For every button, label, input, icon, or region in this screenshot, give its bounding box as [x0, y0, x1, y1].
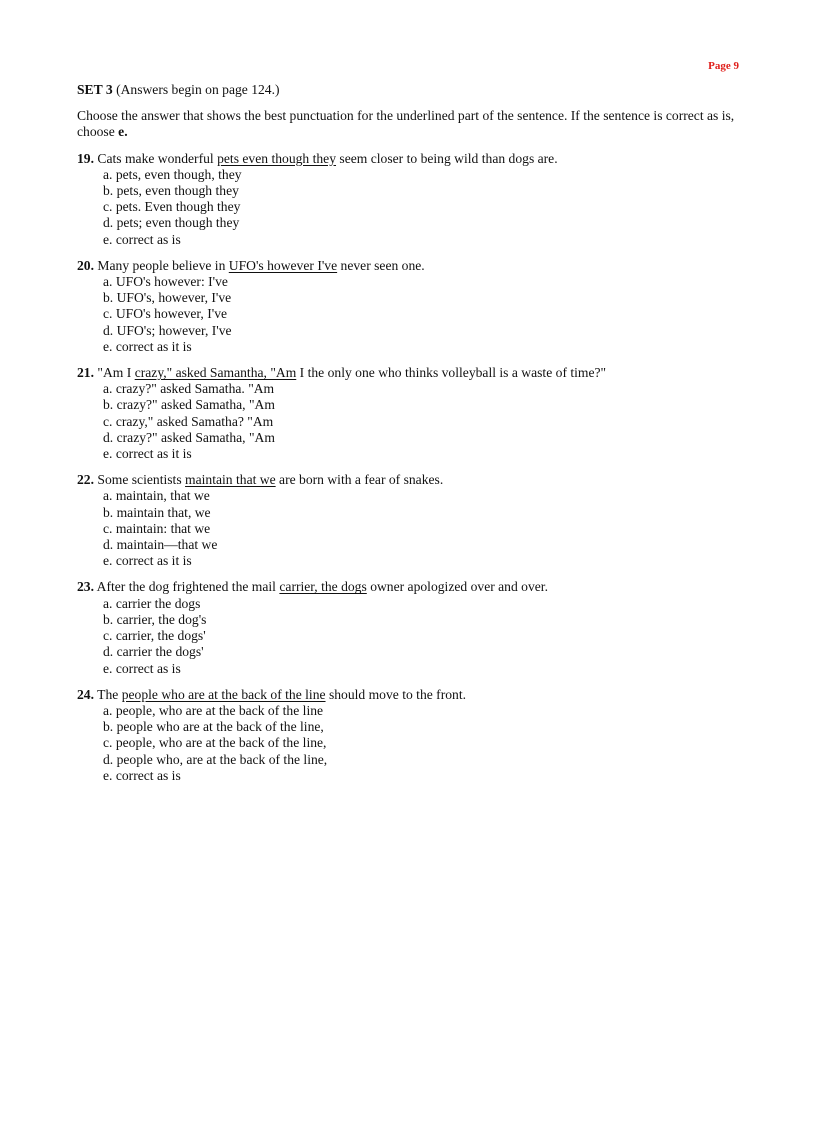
answer-choice-d: d. UFO's; however, I've	[103, 322, 232, 338]
answer-choice-d: d. crazy?" asked Samatha, "Am	[103, 429, 275, 445]
answer-choice-b: b. maintain that, we	[103, 504, 211, 520]
answer-choice-e: e. correct as it is	[103, 338, 192, 354]
answer-choice-a: a. UFO's however: I've	[103, 274, 228, 290]
question-text-before: The	[97, 686, 119, 702]
question-list	[77, 151, 747, 784]
question-text-before: Cats make wonderful	[97, 150, 214, 166]
instructions	[77, 108, 747, 140]
question-number: 20.	[77, 257, 94, 273]
question-number: 19.	[77, 150, 94, 166]
question-underlined-part: UFO's however I've	[228, 257, 338, 273]
question-text-after: seem closer to being wild than dogs are.	[339, 150, 558, 166]
answer-choices	[77, 488, 747, 569]
answer-choice-a: a. people, who are at the back of the line	[103, 702, 324, 718]
answer-choice-c: c. people, who are at the back of the line,	[103, 735, 327, 751]
instructions-text: Choose the answer that shows the best punctuation for the underlined part of the sentence. If the sentence is correct as is, choose	[77, 108, 735, 140]
answer-choices	[77, 167, 747, 248]
answer-choice-b: b. pets, even though they	[103, 183, 239, 199]
answer-choice-e: e. correct as is	[103, 660, 181, 676]
question-number: 23.	[77, 579, 94, 595]
answer-choice-c: c. UFO's however, I've	[103, 306, 228, 322]
answer-choice-a: a. carrier the dogs	[103, 595, 201, 611]
answer-choice-d: d. people who, are at the back of the line,	[103, 751, 328, 767]
answer-choice-a: a. crazy?" asked Samatha. "Am	[103, 381, 275, 397]
page-number: Page 9	[708, 60, 739, 72]
question-21	[77, 365, 747, 462]
question-underlined-part: carrier, the dogs	[279, 579, 367, 595]
question-number: 21.	[77, 365, 94, 381]
answer-choice-a: a. pets, even though, they	[103, 166, 242, 182]
instructions-choice-e: e.	[118, 124, 128, 140]
question-stem	[77, 365, 747, 381]
question-text-before: Some scientists	[97, 472, 182, 488]
answer-choices	[77, 703, 747, 784]
answer-choice-c: c. carrier, the dogs'	[103, 628, 206, 644]
answer-choices	[77, 596, 747, 677]
question-19	[77, 151, 747, 248]
question-underlined-part: maintain that we	[185, 472, 276, 488]
answer-choice-a: a. maintain, that we	[103, 488, 210, 504]
answer-choices	[77, 381, 747, 462]
question-24	[77, 687, 747, 784]
question-underlined-part: people who are at the back of the line	[121, 686, 326, 702]
question-text-before: "Am I	[97, 365, 132, 381]
answer-choice-b: b. carrier, the dog's	[103, 611, 207, 627]
answer-choice-d: d. pets; even though they	[103, 215, 240, 231]
answer-choice-c: c. maintain: that we	[103, 520, 211, 536]
set-answers-note: (Answers begin on page 124.)	[116, 82, 280, 97]
set-title: SET 3	[77, 82, 113, 97]
question-text-after: should move to the front.	[328, 686, 466, 702]
question-stem	[77, 472, 747, 488]
question-stem	[77, 151, 747, 167]
answer-choice-c: c. crazy," asked Samatha? "Am	[103, 413, 274, 429]
answer-choice-b: b. people who are at the back of the line,	[103, 719, 324, 735]
question-text-after: never seen one.	[340, 257, 425, 273]
question-underlined-part: crazy," asked Samantha, "Am	[134, 365, 297, 381]
question-number: 24.	[77, 686, 94, 702]
answer-choice-e: e. correct as it is	[103, 446, 192, 462]
question-stem	[77, 687, 747, 703]
answer-choice-e: e. correct as it is	[103, 553, 192, 569]
question-text-after: owner apologized over and over.	[370, 579, 548, 595]
question-stem	[77, 579, 747, 595]
question-text-after: I the only one who thinks volleyball is a waste of time?"	[299, 365, 607, 381]
answer-choice-b: b. crazy?" asked Samatha, "Am	[103, 397, 275, 413]
question-23	[77, 579, 747, 676]
set-heading	[77, 82, 747, 98]
answer-choice-d: d. carrier the dogs'	[103, 644, 204, 660]
answer-choice-e: e. correct as is	[103, 231, 181, 247]
question-underlined-part: pets even though they	[217, 150, 337, 166]
answer-choice-c: c. pets. Even though they	[103, 199, 241, 215]
question-22	[77, 472, 747, 569]
answer-choice-b: b. UFO's, however, I've	[103, 290, 232, 306]
question-text-after: are born with a fear of snakes.	[279, 472, 444, 488]
question-text-before: Many people believe in	[97, 257, 226, 273]
answer-choices	[77, 274, 747, 355]
question-number: 22.	[77, 472, 94, 488]
answer-choice-d: d. maintain—that we	[103, 537, 218, 553]
question-20	[77, 258, 747, 355]
answer-choice-e: e. correct as is	[103, 767, 181, 783]
worksheet	[77, 82, 747, 794]
question-stem	[77, 258, 747, 274]
question-text-before: After the dog frightened the mail	[96, 579, 276, 595]
